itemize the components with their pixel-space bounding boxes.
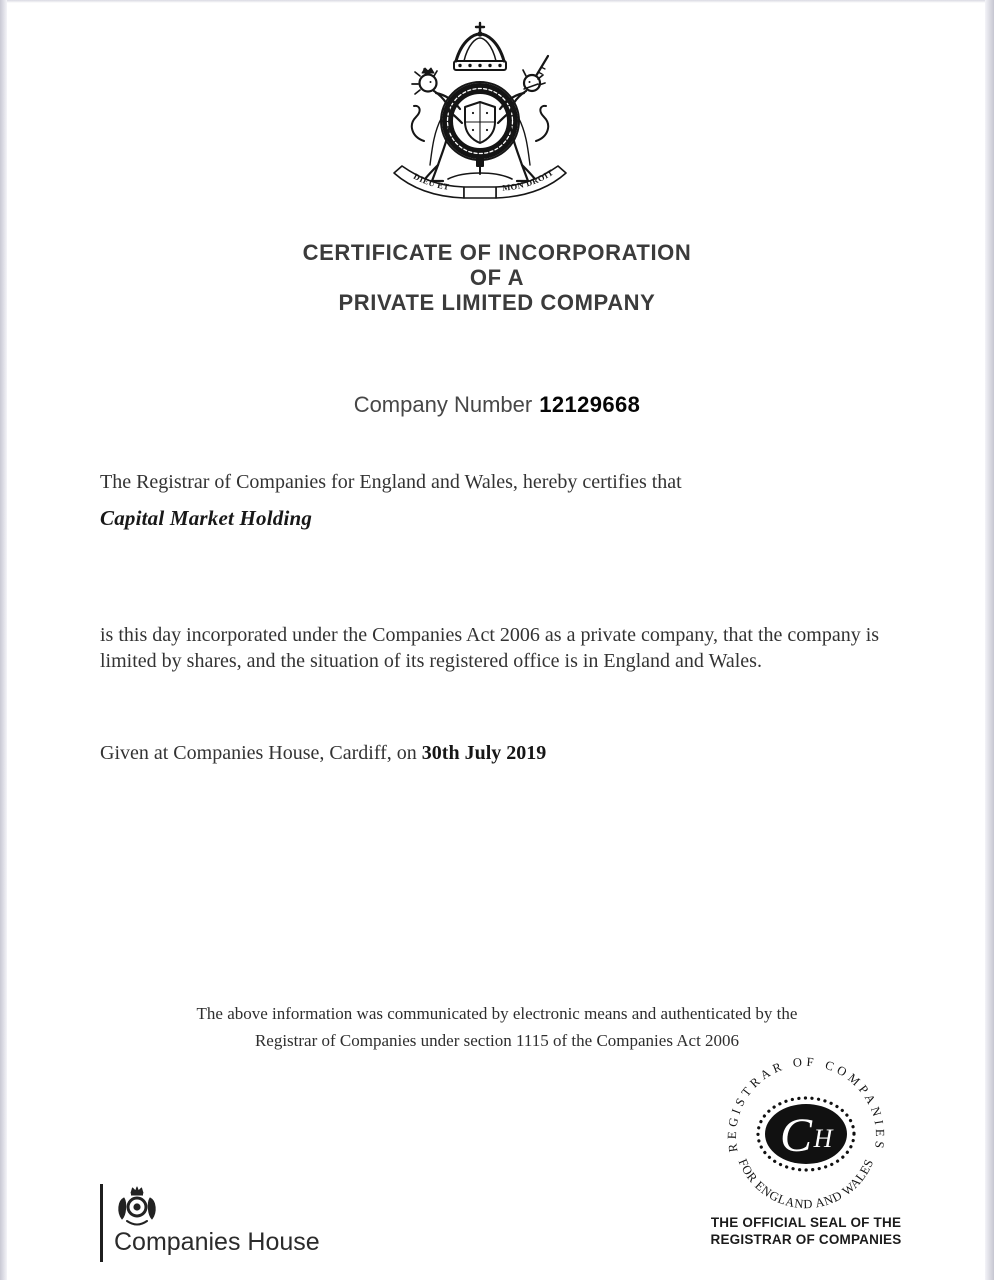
company-name: Capital Market Holding [100,506,313,530]
certification-body: is this day incorporated under the Companies Act 2006 as a private company, that the company is limited by shares, and the situation of its registered office is in England and Wales. [100,624,880,672]
certificate-title-line2: OF A [469,265,525,290]
seal-caption-line1: THE OFFICIAL SEAL OF THE [710,1215,902,1230]
companies-house-crest-icon [114,1184,160,1228]
company-number-label: Company Number [353,392,533,417]
seal-monogram-c: C [779,1109,813,1162]
page-edge-top [0,0,994,3]
seal-arc-top-text: REGISTRAR OF COMPANIES [724,1054,888,1154]
svg-text:FOR ENGLAND AND WALES [736,1157,877,1211]
certificate-title-line3: PRIVATE LIMITED COMPANY [338,290,656,315]
given-at-date: 30th July 2019 [421,742,547,764]
logo-divider-bar [100,1184,103,1262]
page-edge-left [0,0,7,1280]
companies-house-logo [100,1184,380,1264]
registrar-seal-icon [716,1050,896,1214]
certificate-title [0,240,994,315]
given-at-label: Given at Companies House, Cardiff, on [100,742,417,764]
page-edge-right [985,0,994,1280]
motto-right-text: MON DROIT [501,166,556,193]
company-number-value: 12129668 [539,392,641,417]
motto-left-text: DIEU ET [411,170,451,192]
seal-caption-line2: REGISTRAR OF COMPANIES [710,1232,902,1247]
seal-caption [700,1214,912,1248]
company-number-line [0,392,994,418]
seal-arc-bottom-text: FOR ENGLAND AND WALES [735,1156,877,1212]
certificate-title-line1: CERTIFICATE OF INCORPORATION [302,240,692,265]
authentication-note-line2: Registrar of Companies under section 1115 of the Companies Act 2006 [254,1031,740,1050]
authentication-note-line1: The above information was communicated by electronic means and authenticated by the [196,1004,798,1023]
royal-coat-of-arms-icon [374,20,586,208]
certification-intro: The Registrar of Companies for England and Wales, hereby certifies that [100,471,682,493]
companies-house-wordmark: Companies House [114,1228,320,1256]
seal-monogram-h: H [813,1124,833,1153]
given-at-line [100,742,546,765]
